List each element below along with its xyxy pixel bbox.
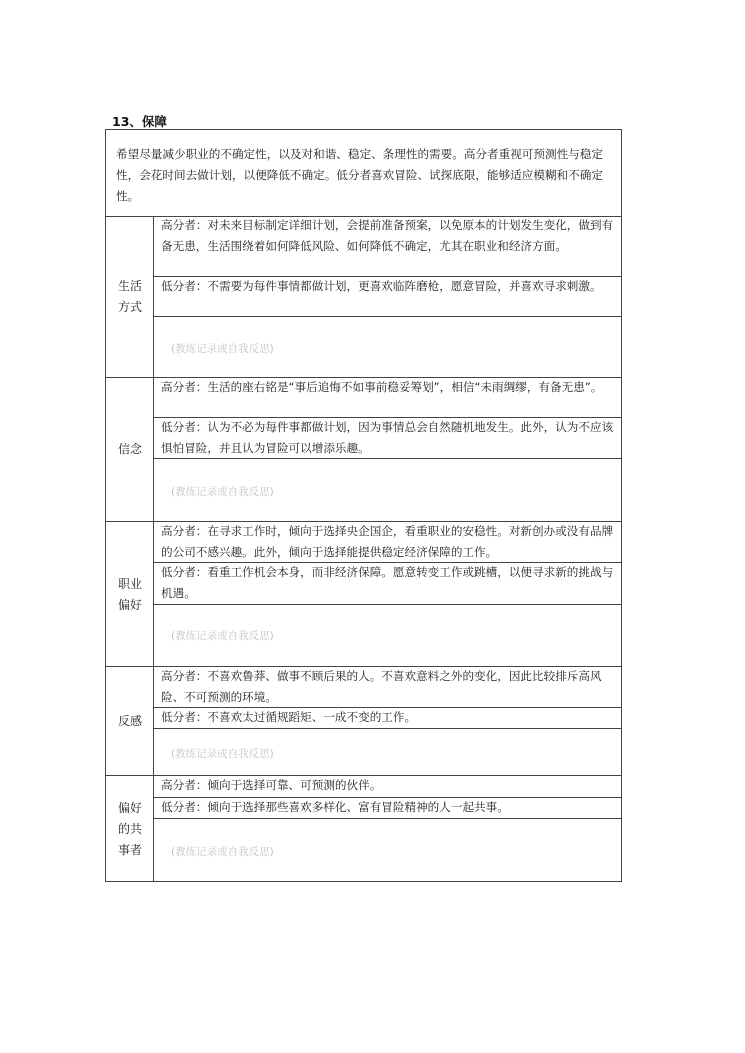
- reflection-placeholder[interactable]: (教练记录或自我反思): [171, 343, 274, 355]
- row-label-career-preference: 职业偏好: [117, 577, 142, 612]
- high-score-text: 高分者：倾向于选择可靠、可预测的伙伴。: [161, 778, 382, 792]
- row-label-preferred-coworkers: 偏好的共事者: [117, 801, 142, 857]
- profile-table: [105, 129, 622, 882]
- reflection-placeholder[interactable]: (教练记录或自我反思): [171, 846, 274, 858]
- low-score-text: 低分者：倾向于选择那些喜欢多样化、富有冒险精神的人一起共事。: [161, 800, 509, 814]
- reflection-placeholder[interactable]: (教练记录或自我反思): [171, 486, 274, 498]
- high-score-text: 高分者：生活的座右铭是“事后追悔不如事前稳妥筹划”，相信“未雨绸缪，有备无患”。: [161, 380, 603, 394]
- row-label-beliefs: 信念: [117, 442, 142, 456]
- low-score-text: 低分者：看重工作机会本身，而非经济保障。愿意转变工作或跳槽，以便寻求新的挑战与机遇。: [161, 565, 614, 600]
- reflection-placeholder[interactable]: (教练记录或自我反思): [171, 748, 274, 760]
- high-score-text: 高分者：不喜欢鲁莽、做事不顾后果的人。不喜欢意料之外的变化，因此比较排斥高风险、不可预测的环境。: [161, 669, 602, 704]
- reflection-placeholder[interactable]: (教练记录或自我反思): [171, 630, 274, 642]
- high-score-text: 高分者：对未来目标制定详细计划，会提前准备预案，以免原本的计划发生变化，做到有备无患，生活围绕着如何降低风险、如何降低不确定，尤其在职业和经济方面。: [161, 218, 614, 253]
- section-title: 13、保障: [112, 114, 167, 129]
- low-score-text: 低分者：不喜欢太过循规蹈矩、一成不变的工作。: [161, 710, 417, 724]
- row-label-dislikes: 反感: [117, 714, 142, 728]
- high-score-text: 高分者：在寻求工作时，倾向于选择央企国企，看重职业的安稳性。对新创办或没有品牌的公司不感兴趣。此外，倾向于选择能提供稳定经济保障的工作。: [161, 524, 614, 559]
- low-score-text: 低分者：认为不必为每件事都做计划，因为事情总会自然随机地发生。此外，认为不应该惧怕冒险，并且认为冒险可以增添乐趣。: [161, 420, 614, 455]
- low-score-text: 低分者：不需要为每件事情都做计划，更喜欢临阵磨枪，愿意冒险，并喜欢寻求刺激。: [161, 279, 602, 293]
- intro-text: 希望尽量减少职业的不确定性，以及对和谐、稳定、条理性的需要。高分者重视可预测性与稳定性，会花时间去做计划，以便降低不确定。低分者喜欢冒险、试探底限，能够适应模糊和不确定性。: [116, 147, 603, 203]
- row-label-lifestyle: 生活方式: [117, 279, 142, 314]
